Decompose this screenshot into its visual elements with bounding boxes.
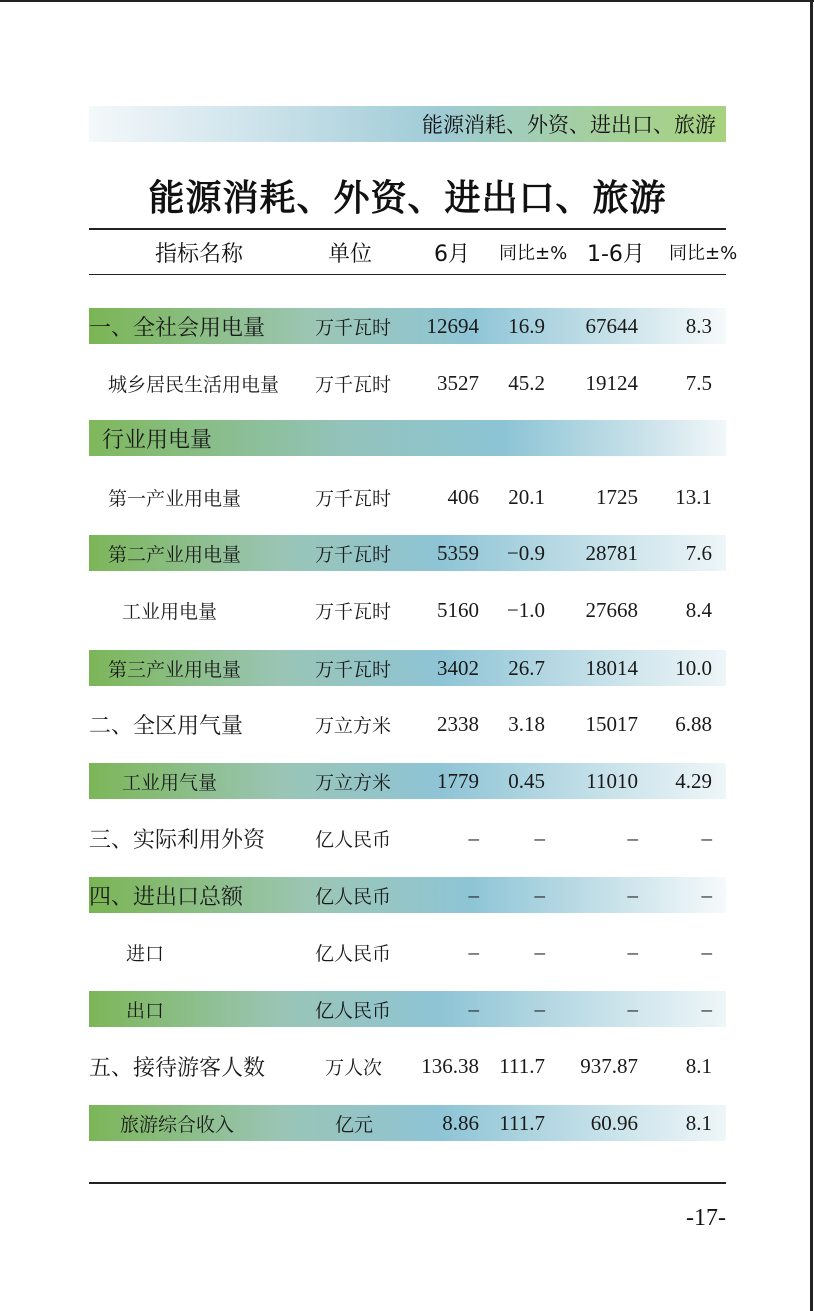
row-jan-jun-value: 937.87 (580, 1053, 638, 1078)
row-jan-jun-yoy: 8.1 (685, 1110, 712, 1135)
row-jan-jun-yoy: 13.1 (675, 484, 712, 509)
row-jan-jun-yoy: – (701, 882, 712, 907)
section-header-band (89, 106, 726, 142)
table-row-primary-industry (89, 479, 726, 515)
row-june-yoy: 0.45 (508, 768, 545, 793)
table-header-rule (89, 274, 726, 275)
row-unit: 万立方米 (315, 714, 392, 737)
row-june-value: 12694 (426, 313, 479, 338)
row-jan-jun-value: 27668 (585, 597, 638, 622)
row-june-yoy: – (534, 939, 545, 964)
row-unit: 万立方米 (315, 771, 392, 794)
table-row-exports (89, 991, 726, 1027)
row-june-value: 406 (447, 484, 479, 509)
row-name: 四、进出口总额 (89, 884, 244, 910)
row-name: 工业用气量 (122, 771, 218, 794)
row-june-yoy: 26.7 (508, 655, 545, 680)
table-row-residential-electricity (89, 365, 726, 401)
row-unit: 亿人民币 (315, 828, 392, 851)
row-jan-jun-value: 18014 (585, 655, 638, 680)
row-jan-jun-value: 1725 (596, 484, 638, 509)
col-header-unit: 单位 (328, 241, 373, 267)
row-name: 五、接待游客人数 (89, 1055, 266, 1081)
row-jan-jun-value: 28781 (585, 540, 638, 565)
row-jan-jun-yoy: 6.88 (675, 711, 712, 736)
row-name: 三、实际利用外资 (89, 827, 266, 853)
row-june-yoy: – (534, 825, 545, 850)
row-name: 第三产业用电量 (108, 658, 242, 681)
col-header-june-yoy: 同比±% (499, 243, 568, 264)
row-june-value: 8.86 (442, 1110, 479, 1135)
col-header-indicator: 指标名称 (155, 241, 244, 267)
row-june-value: 136.38 (421, 1053, 479, 1078)
row-jan-jun-yoy: 10.0 (675, 655, 712, 680)
row-unit: 万千瓦时 (315, 543, 392, 566)
row-june-value: 1779 (437, 768, 479, 793)
row-jan-jun-yoy: 7.6 (685, 540, 712, 565)
row-jan-jun-value: – (627, 939, 638, 964)
table-row-imports (89, 934, 726, 970)
table-row-trade-total (89, 877, 726, 913)
row-jan-jun-yoy: – (701, 825, 712, 850)
row-jan-jun-yoy: 8.1 (685, 1053, 712, 1078)
row-name: 工业用电量 (122, 600, 218, 623)
row-june-yoy: 45.2 (508, 370, 545, 395)
row-june-yoy: – (534, 882, 545, 907)
row-jan-jun-value: 15017 (585, 711, 638, 736)
row-unit: 亿元 (335, 1113, 374, 1136)
row-jan-jun-yoy: 8.3 (685, 313, 712, 338)
table-row-foreign-investment (89, 820, 726, 856)
row-name: 第一产业用电量 (108, 487, 242, 510)
row-name: 城乡居民生活用电量 (108, 373, 280, 396)
row-june-value: – (468, 996, 479, 1021)
row-jan-jun-value: 60.96 (590, 1110, 638, 1135)
table-row-secondary-industry (89, 535, 726, 571)
row-unit: 万千瓦时 (315, 316, 392, 339)
col-header-jan-jun: 1-6月 (587, 241, 645, 267)
row-june-yoy: 16.9 (508, 313, 545, 338)
table-row-industrial-gas (89, 763, 726, 799)
row-june-yoy: 20.1 (508, 484, 545, 509)
row-jan-jun-yoy: 7.5 (685, 370, 712, 395)
row-jan-jun-yoy: 8.4 (685, 597, 712, 622)
row-jan-jun-yoy: 4.29 (675, 768, 712, 793)
table-row-gas-total (89, 706, 726, 742)
table-row-tourist-visits (89, 1048, 726, 1084)
table-row-tertiary-industry (89, 650, 726, 686)
row-unit: 万千瓦时 (315, 487, 392, 510)
row-jan-jun-yoy: – (701, 996, 712, 1021)
row-unit: 亿人民币 (315, 885, 392, 908)
row-june-value: – (468, 825, 479, 850)
row-jan-jun-value: 67644 (585, 313, 638, 338)
table-row-industry-electricity-heading (89, 420, 726, 456)
row-june-yoy: 3.18 (508, 711, 545, 736)
table-row-tourism-revenue (89, 1105, 726, 1141)
row-name: 第二产业用电量 (108, 543, 242, 566)
row-june-yoy: – (534, 996, 545, 1021)
row-june-value: – (468, 939, 479, 964)
section-header-text: 能源消耗、外资、进出口、旅游 (422, 113, 716, 137)
row-june-value: 3527 (437, 370, 479, 395)
row-jan-jun-value: 19124 (585, 370, 638, 395)
row-june-yoy: −1.0 (506, 597, 545, 622)
table-row-electricity-total (89, 308, 726, 344)
row-jan-jun-value: – (627, 882, 638, 907)
page-right-border (810, 0, 813, 1311)
row-unit: 万千瓦时 (315, 600, 392, 623)
table-row-industrial-electricity (89, 592, 726, 628)
row-unit: 万人次 (325, 1056, 383, 1079)
row-name: 行业用电量 (102, 427, 213, 453)
row-name: 二、全区用气量 (89, 713, 244, 739)
col-header-jan-jun-yoy: 同比±% (669, 243, 738, 264)
page-top-border (0, 0, 814, 2)
row-jan-jun-yoy: – (701, 939, 712, 964)
row-june-yoy: 111.7 (499, 1110, 545, 1135)
row-unit: 万千瓦时 (315, 373, 392, 396)
row-name: 进口 (126, 942, 165, 965)
page-number: -17- (686, 1205, 726, 1231)
table-bottom-rule (89, 1182, 726, 1184)
row-name: 一、全社会用电量 (89, 315, 266, 341)
row-jan-jun-value: – (627, 825, 638, 850)
row-june-yoy: −0.9 (506, 540, 545, 565)
row-june-value: 2338 (437, 711, 479, 736)
row-june-value: 5359 (437, 540, 479, 565)
row-unit: 亿人民币 (315, 999, 392, 1022)
row-jan-jun-value: 11010 (586, 768, 638, 793)
row-june-value: 5160 (437, 597, 479, 622)
row-name: 出口 (126, 999, 165, 1022)
row-june-value: 3402 (437, 655, 479, 680)
col-header-june: 6月 (434, 241, 470, 267)
page-title: 能源消耗、外资、进出口、旅游 (148, 177, 667, 219)
row-june-yoy: 111.7 (499, 1053, 545, 1078)
row-jan-jun-value: – (627, 996, 638, 1021)
row-name: 旅游综合收入 (120, 1113, 235, 1136)
row-june-value: – (468, 882, 479, 907)
row-unit: 万千瓦时 (315, 658, 392, 681)
row-unit: 亿人民币 (315, 942, 392, 965)
